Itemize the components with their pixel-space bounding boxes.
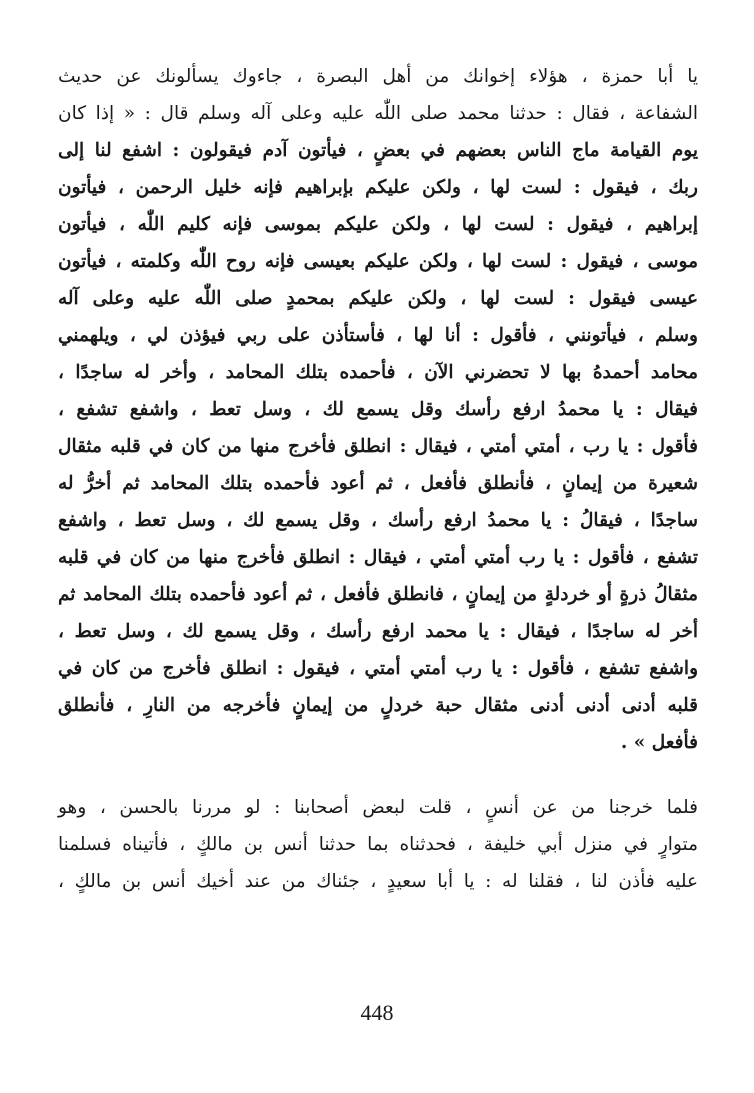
page-body: [58, 58, 698, 900]
text-line: عيسى فيقول : لست لها ، ولكن عليكم بمحمدٍ صلى اللّٰه عليه وعلى آله: [58, 288, 698, 309]
text-line: فأقول : يا رب ، أمتي أمتي ، فيقال : انطلق فأخرج منها من كان في قلبه مثقال: [58, 436, 698, 457]
text-line: ساجدًا ، فيقالُ : يا محمدُ ارفع رأسك ، وقل يسمع لك ، وسل تعط ، واشفع: [58, 510, 698, 531]
text-line: عليه فأذن لنا ، فقلنا له : يا أبا سعيدٍ ، جئناك من عند أخيك أنس بن مالكٍ ،: [58, 871, 698, 892]
text-line: وسلم ، فيأتونني ، فأقول : أنا لها ، فأستأذن على ربي فيؤذن لي ، ويلهمني: [58, 325, 698, 346]
text-line: يا أبا حمزة ، هؤلاء إخوانك من أهل البصرة ، جاءوك يسألونك عن حديث: [58, 66, 698, 87]
text-line: أخر له ساجدًا ، فيقال : يا محمد ارفع رأسك ، وقل يسمع لك ، وسل تعط ،: [58, 621, 698, 642]
text-line: إبراهيم ، فيقول : لست لها ، ولكن عليكم بموسى فإنه كليم اللّٰه ، فيأتون: [58, 214, 698, 235]
text-line: متوارٍ في منزل أبي خليفة ، فحدثناه بما حدثنا أنس بن مالكٍ ، فأتيناه فسلمنا: [58, 834, 698, 855]
text-line: فيقال : يا محمدُ ارفع رأسك وقل يسمع لك ، وسل تعط ، واشفع تشفع ،: [58, 399, 698, 420]
paragraph-narration: [58, 789, 698, 900]
text-line: يوم القيامة ماج الناس بعضهم في بعضٍ ، فيأتون آدم فيقولون : اشفع لنا إلى: [58, 140, 698, 161]
text-line: فلما خرجنا من عن أنسٍ ، قلت لبعض أصحابنا : لو مررنا بالحسن ، وهو: [58, 797, 698, 818]
text-line: مثقالُ ذرةٍ أو خردلةٍ من إيمانٍ ، فانطلق فأفعل ، ثم أعود فأحمده بتلك المحامد ثم: [58, 584, 698, 605]
text-line: قلبه أدنى أدنى أدنى مثقال حبة خردلٍ من إيمانٍ فأخرجه من النارِ ، فأنطلق: [58, 695, 698, 716]
text-line: واشفع تشفع ، فأقول : يا رب أمتي أمتي ، فيقول : انطلق فأخرج من كان في: [58, 658, 698, 679]
text-line: الشفاعة ، فقال : حدثنا محمد صلى اللّٰه عليه وعلى آله وسلم قال : « إذا كان: [58, 103, 698, 124]
paragraph-hadith: [58, 58, 698, 761]
page-number: 448: [360, 1000, 394, 1025]
text-line: فأفعل » .: [620, 732, 698, 753]
text-line: تشفع ، فأقول : يا رب أمتي أمتي ، فيقال : انطلق فأخرج منها من كان في قلبه: [58, 547, 698, 568]
text-line: ربك ، فيقول : لست لها ، ولكن عليكم بإبراهيم فإنه خليل الرحمن ، فيأتون: [58, 177, 698, 198]
text-line: محامد أحمدهُ بها لا تحضرني الآن ، فأحمده بتلك المحامد ، وأخر له ساجدًا ،: [58, 362, 698, 383]
text-line: موسى ، فيقول : لست لها ، ولكن عليكم بعيسى فإنه روح اللّٰه وكلمته ، فيأتون: [58, 251, 698, 272]
text-line: شعيرة من إيمانٍ ، فأنطلق فأفعل ، ثم أعود فأحمده بتلك المحامد ثم أخرُّ له: [58, 473, 698, 494]
